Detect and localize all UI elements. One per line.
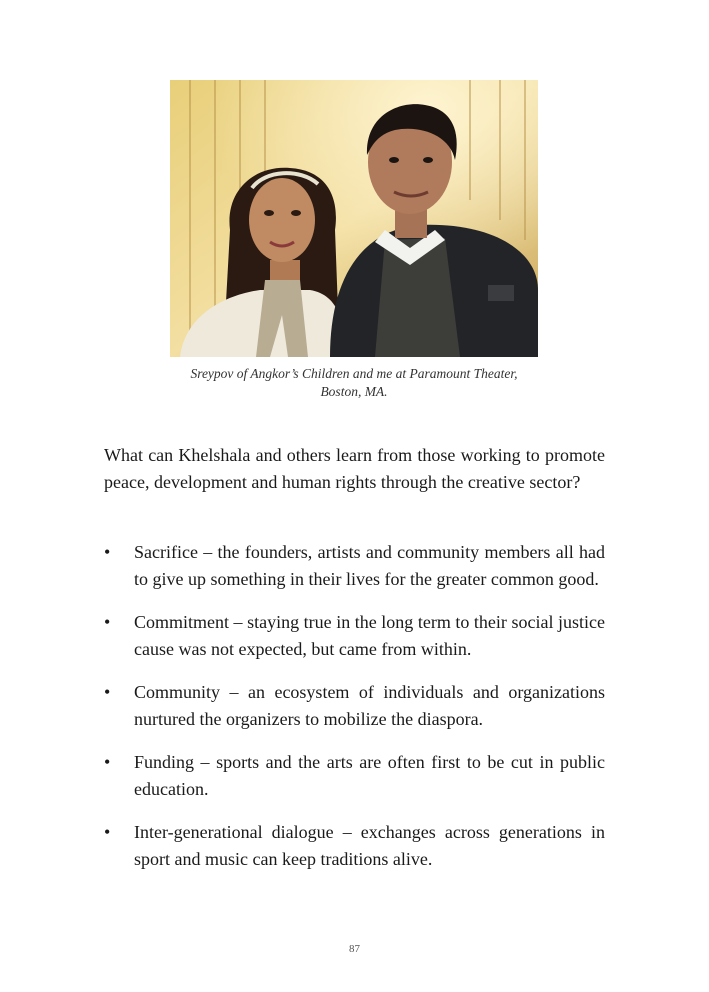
list-item [104, 749, 605, 803]
list-item [104, 609, 605, 663]
list-item [104, 819, 605, 873]
bullet-marker: • [104, 682, 111, 702]
list-item-text: Inter-generational dialogue – exchanges across generations in sport and music can keep traditions alive. [134, 822, 605, 869]
bullet-marker: • [104, 822, 111, 842]
bullet-list [104, 539, 605, 889]
photo [170, 80, 538, 357]
list-item-text: Commitment – staying true in the long term to their social justice cause was not expected, but came from within. [134, 612, 605, 659]
bullet-marker: • [104, 752, 111, 772]
photo-illustration [170, 80, 538, 357]
list-item [104, 679, 605, 733]
caption-line-1: Sreypov of Angkor’s Children and me at Paramount Theater, [190, 366, 518, 381]
list-item [104, 539, 605, 593]
list-item-text: Sacrifice – the founders, artists and community members all had to give up something in their lives for the greater common good. [134, 542, 605, 589]
bullet-marker: • [104, 612, 111, 632]
list-item-text: Funding – sports and the arts are often first to be cut in public education. [134, 752, 605, 799]
intro-paragraph: What can Khelshala and others learn from those working to promote peace, development and human rights through the creative sector? [104, 445, 605, 492]
page-number: 87 [349, 943, 360, 955]
caption-line-2: Boston, MA. [320, 384, 388, 399]
photo-caption [150, 365, 558, 401]
list-item-text: Community – an ecosystem of individuals and organizations nurtured the organizers to mobilize the diaspora. [134, 682, 605, 729]
bullet-marker: • [104, 542, 111, 562]
